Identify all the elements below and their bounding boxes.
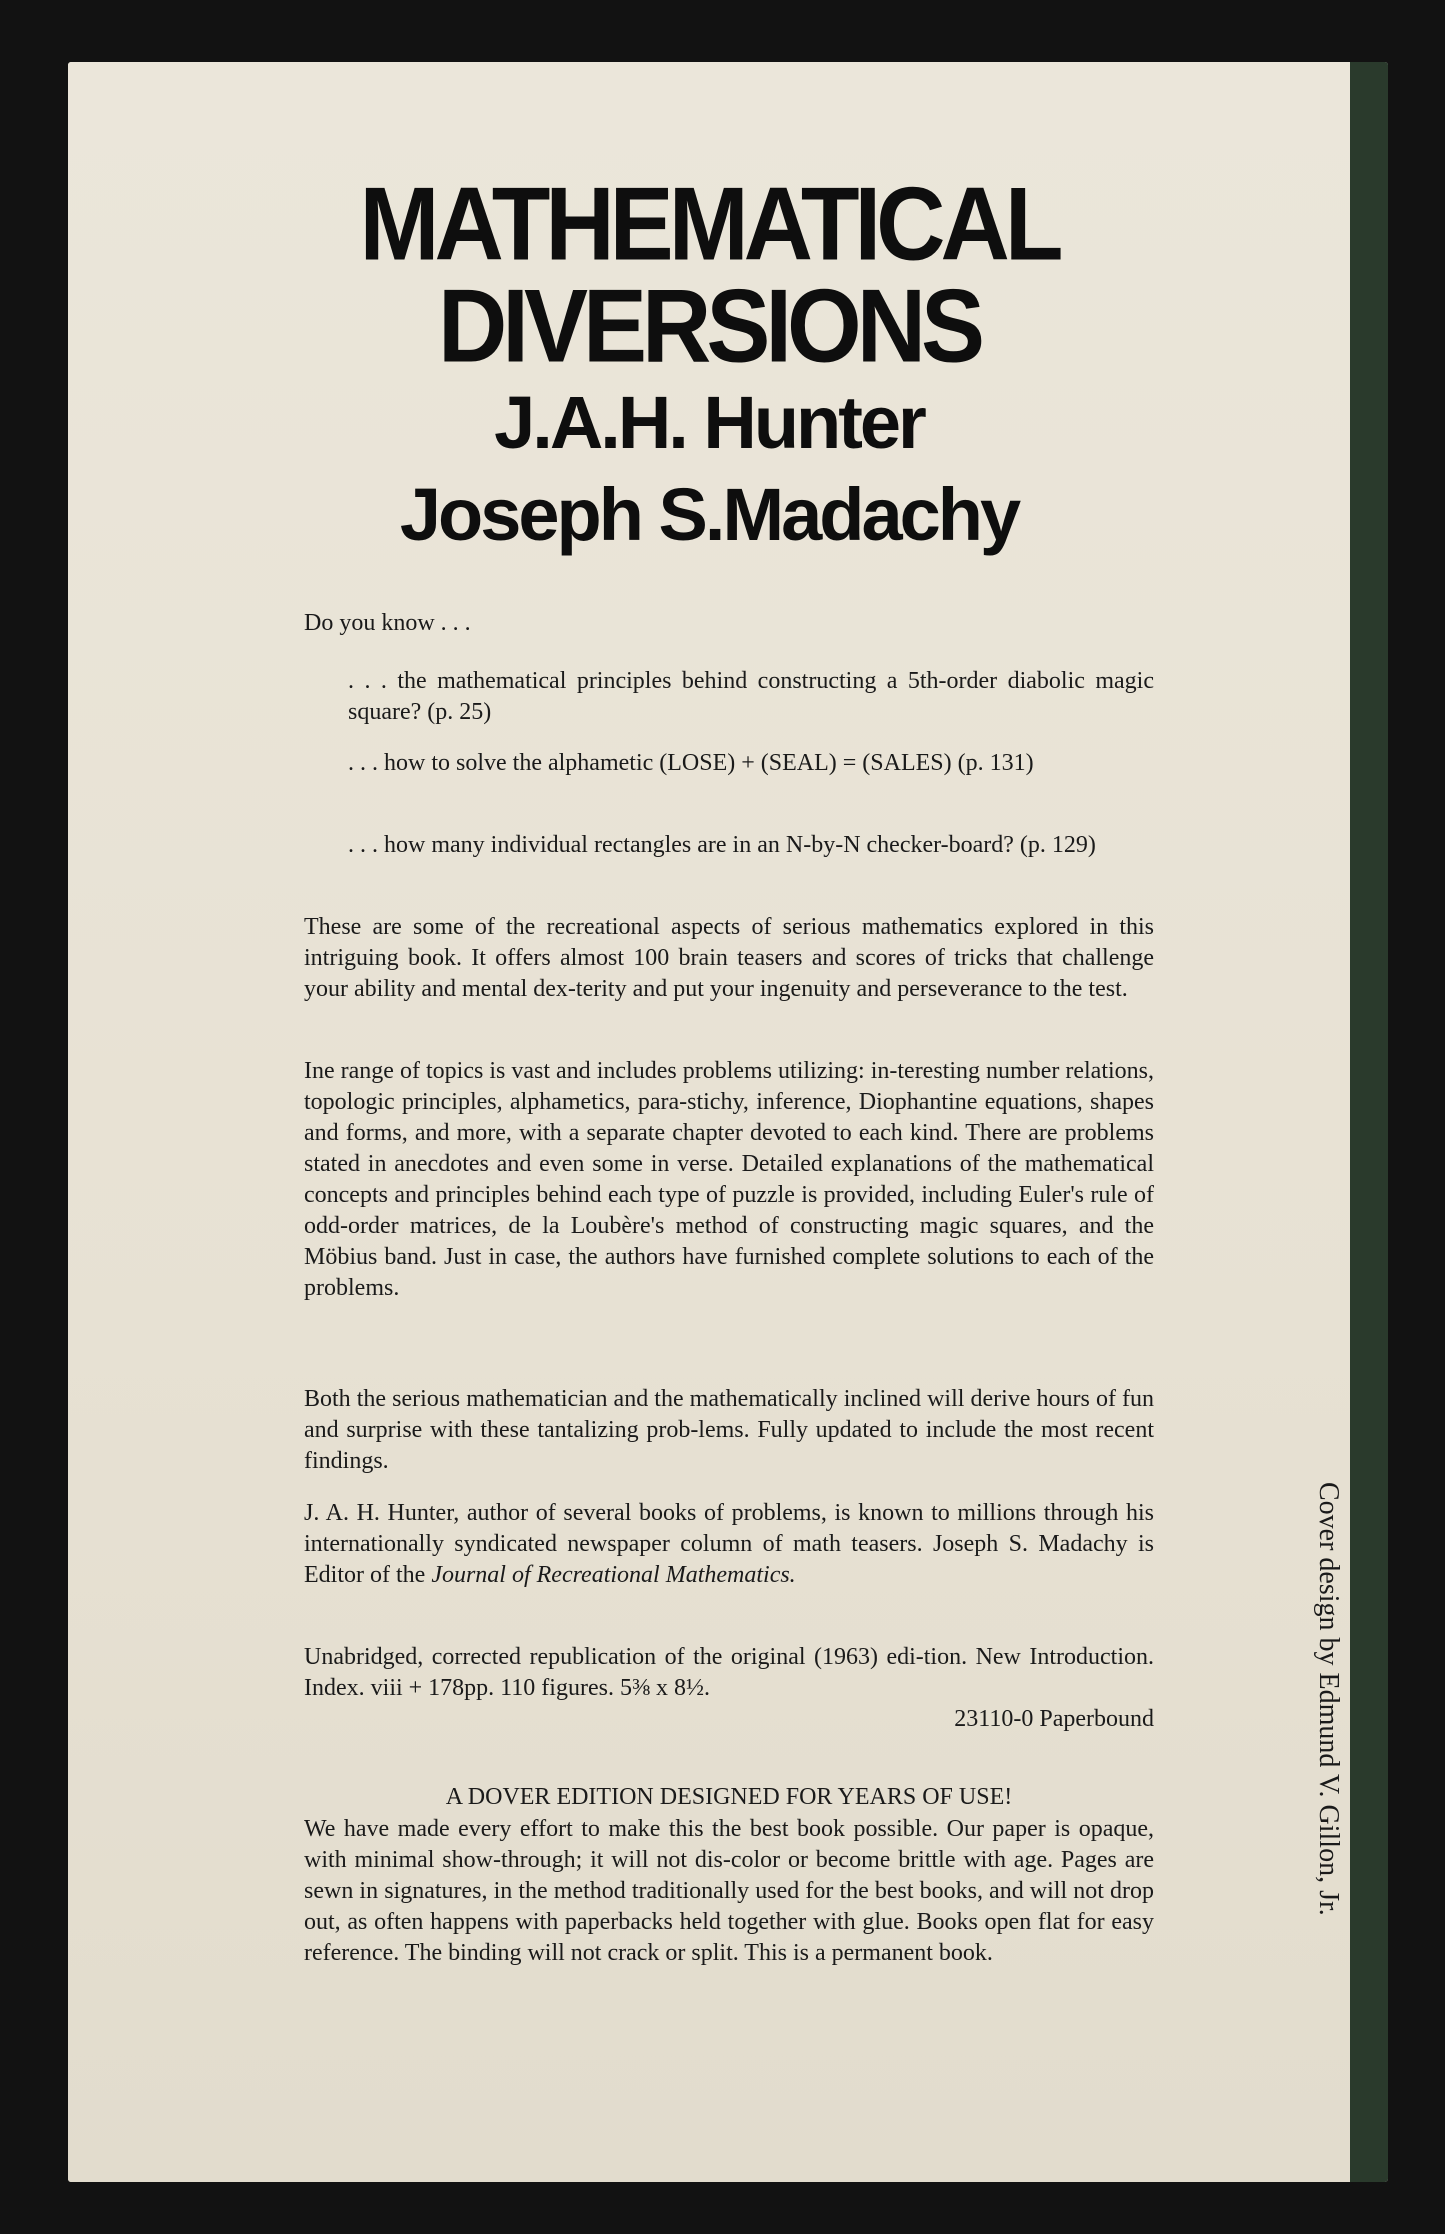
author-1: J.A.H. Hunter	[494, 381, 924, 464]
paragraph-5: Unabridged, corrected republication of the original (1963) edi-tion. New Introduction. Index. viii + 178pp. 110 figures. 5⅜ x 8½.	[304, 1644, 1154, 1701]
journal-title: Journal of Recreational Mathematics.	[431, 1562, 796, 1588]
book-spine	[1346, 62, 1388, 2182]
author-2: Joseph S.Madachy	[399, 473, 1019, 556]
cover-design-credit: Cover design by Edmund V. Gillon, Jr.	[1313, 1482, 1344, 1916]
question-3: . . . how many individual rectangles are in an N-by-N checker-board? (p. 129)	[348, 832, 1096, 858]
book-back-cover	[68, 62, 1388, 2182]
cover-page	[68, 62, 1350, 2182]
dover-heading: A DOVER EDITION DESIGNED FOR YEARS OF USE!	[445, 1784, 1013, 1810]
title-line-1: MATHEMATICAL	[359, 166, 1059, 283]
question-2: . . . how to solve the alphametic (LOSE) + (SEAL) = (SALES) (p. 131)	[348, 750, 1034, 776]
paragraph-1: These are some of the recreational aspects of serious mathematics explored in this intriguing book. It offers almost 100 brain teasers and scores of tricks that challenge your ability and mental dex-terity and put your ingenuity and perseverance to the test.	[304, 914, 1154, 1002]
author-bio: J. A. H. Hunter, author of several books of problems, is known to millions through his internationally syndicated newspaper column of math teasers. Joseph S. Madachy is Editor of the	[304, 1500, 1154, 1588]
dover-text: We have made every effort to make this the best book possible. Our paper is opaque, with minimal show-through; it will not dis-color or become brittle with age. Pages are sewn in signatures, in the method traditionally used for the best books, and will not drop out, as often happens with paperbacks held together with glue. Books open flat for easy reference. The binding will not crack or split. This is a permanent book.	[304, 1816, 1154, 1966]
paragraph-2: Ine range of topics is vast and includes problems utilizing: in-teresting number relations, topologic principles, alphametics, para-stichy, inference, Diophantine equations, shapes and forms, and more, with a separate chapter devoted to each kind. There are problems stated in anecdotes and even some in verse. Detailed explanations of the mathematical concepts and principles behind each type of puzzle is provided, including Euler's rule of odd-order matrices, de la Loubère's method of constructing magic squares, and the Möbius band. Just in case, the authors have furnished complete solutions to each of the problems.	[304, 1058, 1154, 1301]
paragraph-4	[304, 1498, 1154, 1591]
intro-line: Do you know . . .	[304, 610, 471, 636]
paragraph-3: Both the serious mathematician and the mathematically inclined will derive hours of fun and surprise with these tantalizing prob-lems. Fully updated to include the most recent findings.	[304, 1386, 1154, 1474]
question-1: . . . the mathematical principles behind constructing a 5th-order diabolic magic square? (p. 25)	[348, 668, 1154, 725]
title-line-2: DIVERSIONS	[437, 268, 981, 385]
catalog-number: 23110-0 Paperbound	[954, 1706, 1154, 1732]
